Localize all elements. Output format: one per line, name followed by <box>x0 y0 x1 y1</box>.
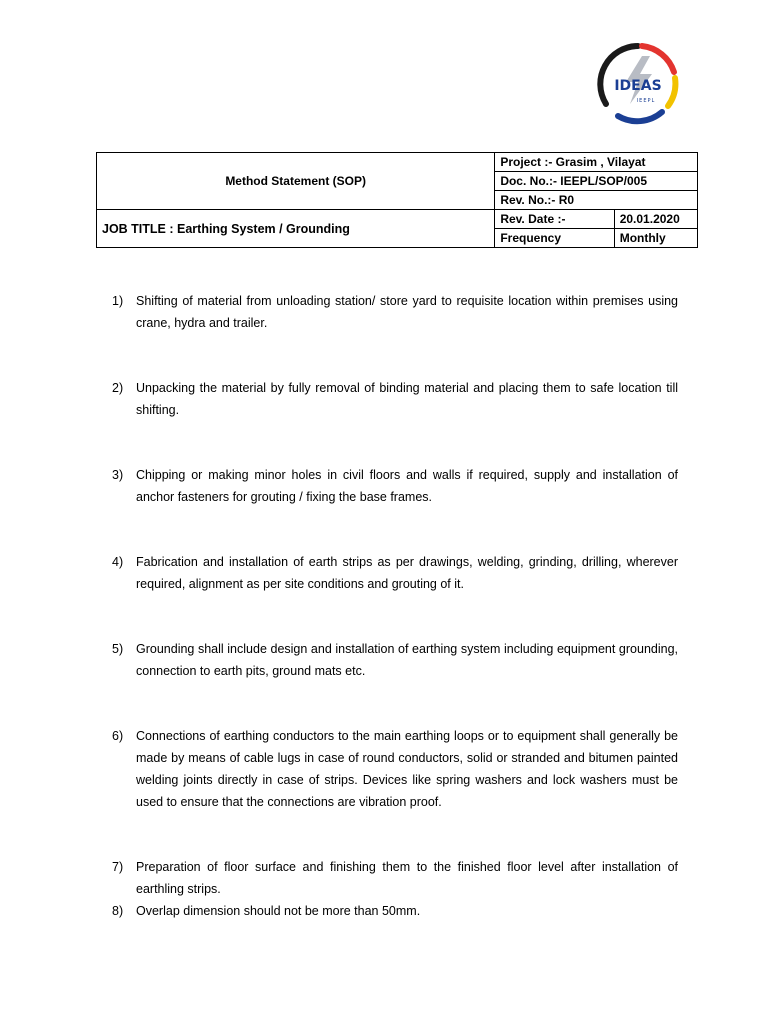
step-number: 1) <box>112 294 124 308</box>
step-text: Overlap dimension should not be more than 50mm. <box>136 904 421 918</box>
frequency-value: Monthly <box>614 229 697 248</box>
list-item <box>112 638 678 682</box>
company-logo <box>596 42 680 126</box>
step-text: Connections of earthing conductors to the main earthing loops or to equipment shall generally be made by means of cable lugs in case of round conductors, solid or stranded and bitumen painted welding joints directly in case of strips. Devices like spring washers and lock washers must be used to ensure that the connections are vibration proof. <box>136 729 678 809</box>
step-text: Chipping or making minor holes in civil floors and walls if required, supply and installation of anchor fasteners for grouting / fixing the base frames. <box>136 468 678 504</box>
rev-no-cell: Rev. No.:- R0 <box>495 191 698 210</box>
method-statement-cell: Method Statement (SOP) <box>97 153 495 210</box>
project-cell: Project :- Grasim , Vilayat <box>495 153 698 172</box>
procedure-steps-list <box>112 290 678 922</box>
list-item <box>112 377 678 421</box>
step-number: 8) <box>112 904 124 918</box>
step-text: Fabrication and installation of earth strips as per drawings, welding, grinding, drilling, wherever required, alignment as per site conditions and grouting of it. <box>136 555 678 591</box>
logo-text: IDEAS <box>614 78 662 94</box>
document-header-table <box>96 152 698 248</box>
step-number: 6) <box>112 729 124 743</box>
step-text: Shifting of material from unloading station/ store yard to requisite location within premises using crane, hydra and trailer. <box>136 294 678 330</box>
list-item <box>112 900 678 922</box>
doc-no-cell: Doc. No.:- IEEPL/SOP/005 <box>495 172 698 191</box>
step-text: Preparation of floor surface and finishing them to the finished floor level after installation of earthling strips. <box>136 860 678 896</box>
logo-subtext: IEEPL <box>636 98 656 104</box>
list-item <box>112 464 678 508</box>
list-item <box>112 551 678 595</box>
step-number: 5) <box>112 642 124 656</box>
step-text: Grounding shall include design and installation of earthing system including equipment grounding, connection to earth pits, ground mats etc. <box>136 642 678 678</box>
rev-date-value: 20.01.2020 <box>614 210 697 229</box>
list-item <box>112 290 678 334</box>
rev-date-label: Rev. Date :- <box>495 210 614 229</box>
list-item <box>112 725 678 813</box>
step-text: Unpacking the material by fully removal of binding material and placing them to safe location till shifting. <box>136 381 678 417</box>
step-number: 7) <box>112 860 124 874</box>
step-number: 2) <box>112 381 124 395</box>
list-item <box>112 856 678 900</box>
step-number: 4) <box>112 555 124 569</box>
ideas-logo-icon <box>596 42 680 126</box>
job-title-cell: JOB TITLE : Earthing System / Grounding <box>97 210 495 248</box>
frequency-label: Frequency <box>495 229 614 248</box>
step-number: 3) <box>112 468 124 482</box>
